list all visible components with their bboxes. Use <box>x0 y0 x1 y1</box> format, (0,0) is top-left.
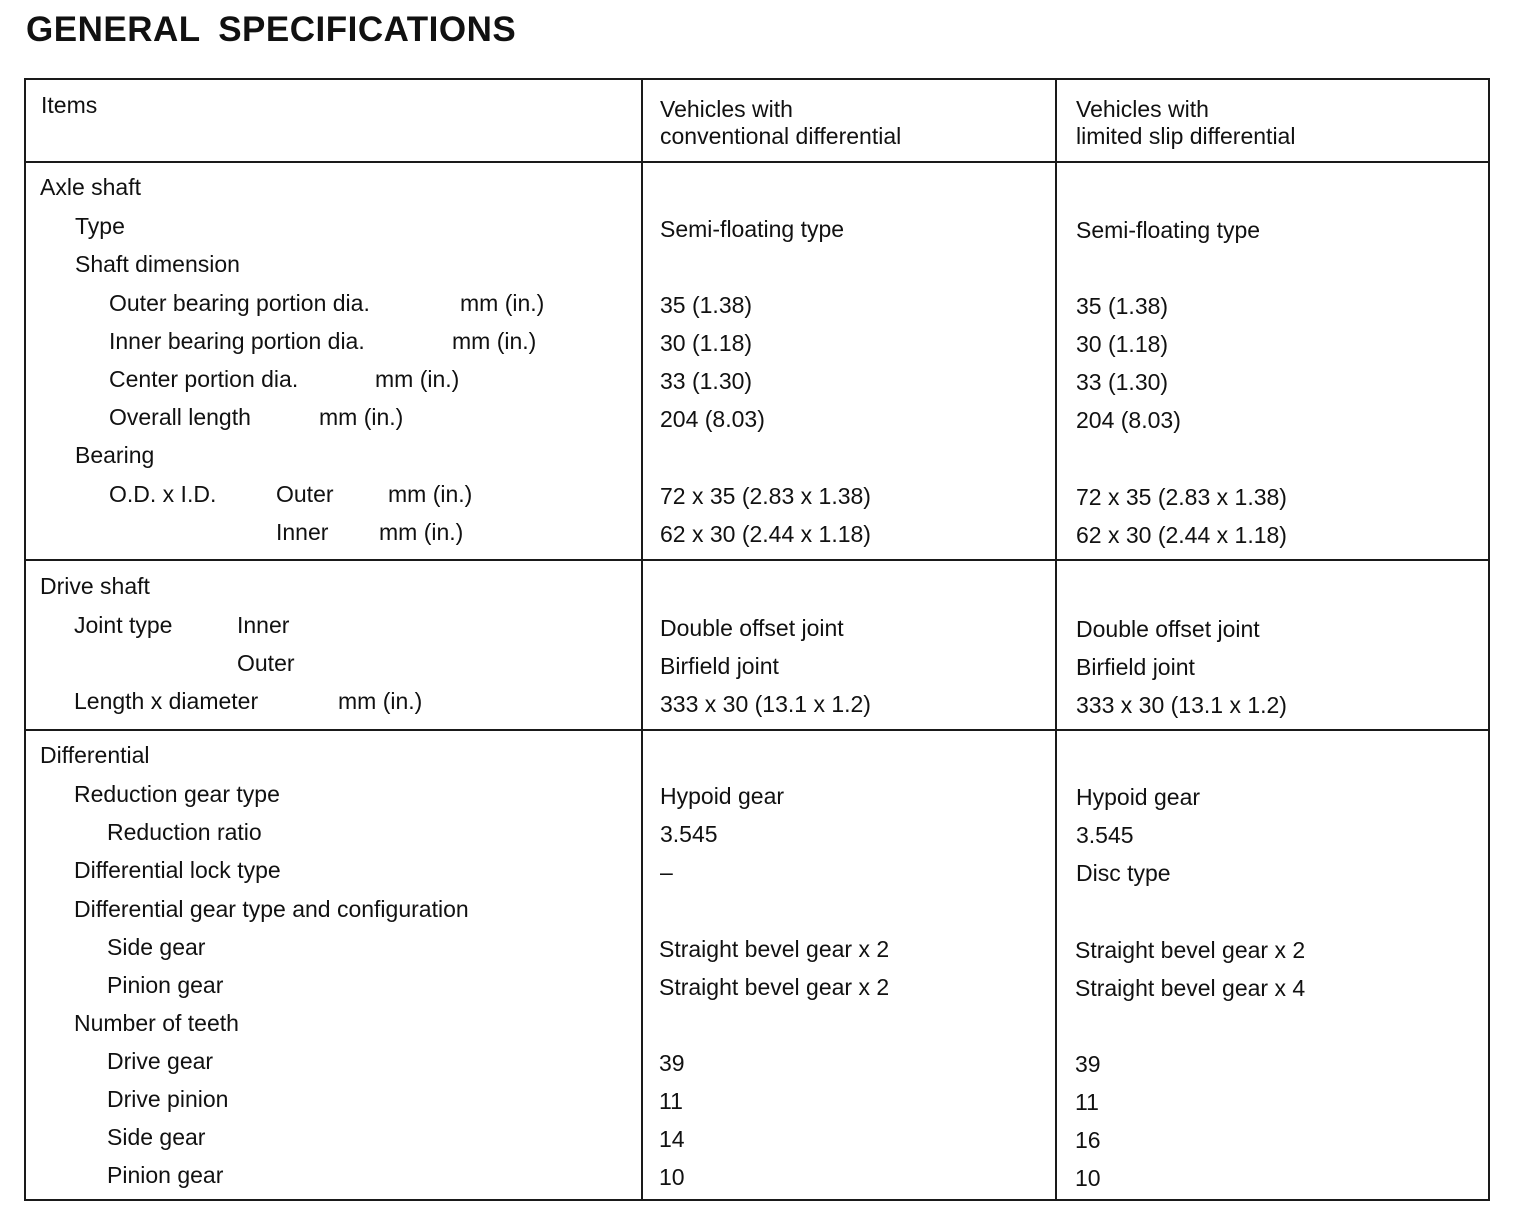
drive-length-unit: mm (in.) <box>338 688 423 714</box>
drive-length-conv: 333 x 30 (13.1 x 1.2) <box>660 691 871 717</box>
axle-inner-label: Inner bearing portion dia. <box>109 328 365 354</box>
drive-length-lsd: 333 x 30 (13.1 x 1.2) <box>1076 692 1287 718</box>
diff-drive-gear-lsd: 39 <box>1075 1051 1101 1077</box>
axle-inner-unit: mm (in.) <box>452 328 537 354</box>
drive-joint-outer: Outer <box>237 650 295 676</box>
diff-teeth-pinion-conv: 10 <box>659 1164 685 1190</box>
drive-joint-inner-lsd: Double offset joint <box>1076 616 1260 642</box>
drive-joint-inner: Inner <box>237 612 290 638</box>
drive-joint-label: Joint type <box>74 612 173 638</box>
header-conventional-line1: Vehicles with <box>660 96 793 122</box>
axle-type-label: Type <box>75 213 125 239</box>
diff-reduction-type-label: Reduction gear type <box>74 781 280 807</box>
diff-teeth-pinion-lsd: 10 <box>1075 1165 1101 1191</box>
column-divider <box>641 80 643 1199</box>
drive-joint-outer-lsd: Birfield joint <box>1076 654 1195 680</box>
diff-reduction-type-conv: Hypoid gear <box>660 783 785 809</box>
axle-odid-outer-conv: 72 x 35 (2.83 x 1.38) <box>660 483 871 509</box>
diff-drive-gear-label: Drive gear <box>107 1048 214 1074</box>
diff-teeth-label: Number of teeth <box>74 1010 239 1036</box>
row-divider <box>26 729 1488 731</box>
axle-inner-lsd: 30 (1.18) <box>1076 331 1169 357</box>
axle-outer-lsd: 35 (1.38) <box>1076 293 1169 319</box>
axle-odid-outer: Outer <box>276 481 334 507</box>
diff-teeth-side-conv: 14 <box>659 1126 685 1152</box>
axle-inner-conv: 30 (1.18) <box>660 330 753 356</box>
diff-teeth-side-label: Side gear <box>107 1124 206 1150</box>
axle-odid-inner-lsd: 62 x 30 (2.44 x 1.18) <box>1076 522 1287 548</box>
diff-lock-conv: – <box>660 859 673 885</box>
diff-drive-gear-conv: 39 <box>659 1050 685 1076</box>
axle-length-conv: 204 (8.03) <box>660 406 765 432</box>
axle-odid-inner-conv: 62 x 30 (2.44 x 1.18) <box>660 521 871 547</box>
diff-teeth-pinion-label: Pinion gear <box>107 1162 224 1188</box>
header-limited-line2: limited slip differential <box>1076 123 1296 149</box>
drive-joint-inner-conv: Double offset joint <box>660 615 844 641</box>
row-divider <box>26 161 1488 163</box>
axle-center-lsd: 33 (1.30) <box>1076 369 1169 395</box>
axle-type-lsd: Semi-floating type <box>1076 217 1261 243</box>
axle-heading: Axle shaft <box>40 174 141 200</box>
diff-side-conv: Straight bevel gear x 2 <box>659 936 890 962</box>
diff-drive-pinion-lsd: 11 <box>1075 1089 1099 1115</box>
axle-outer-label: Outer bearing portion dia. <box>109 290 370 316</box>
diff-pinion-conv: Straight bevel gear x 2 <box>659 974 890 1000</box>
diff-side-lsd: Straight bevel gear x 2 <box>1075 937 1306 963</box>
axle-outer-conv: 35 (1.38) <box>660 292 753 318</box>
axle-odid-label: O.D. x I.D. <box>109 481 217 507</box>
diff-side-label: Side gear <box>107 934 206 960</box>
axle-center-conv: 33 (1.30) <box>660 368 753 394</box>
column-divider <box>1055 80 1057 1199</box>
axle-odid-inner: Inner <box>276 519 329 545</box>
drive-heading: Drive shaft <box>40 573 150 599</box>
diff-lock-label: Differential lock type <box>74 857 281 883</box>
axle-bearing-label: Bearing <box>75 442 155 468</box>
diff-drive-pinion-label: Drive pinion <box>107 1086 229 1112</box>
axle-type-conv: Semi-floating type <box>660 216 845 242</box>
axle-dim-label: Shaft dimension <box>75 251 240 277</box>
axle-center-unit: mm (in.) <box>375 366 460 392</box>
diff-lock-lsd: Disc type <box>1076 860 1171 886</box>
diff-ratio-label: Reduction ratio <box>107 819 262 845</box>
spec-table <box>24 78 1490 1201</box>
diff-reduction-type-lsd: Hypoid gear <box>1076 784 1201 810</box>
header-conventional-line2: conventional differential <box>660 123 902 149</box>
axle-odid-inner-unit: mm (in.) <box>379 519 464 545</box>
header-items: Items <box>41 92 98 118</box>
diff-pinion-lsd: Straight bevel gear x 4 <box>1075 975 1306 1001</box>
row-divider <box>26 559 1488 561</box>
drive-length-label: Length x diameter <box>74 688 259 714</box>
axle-length-label: Overall length <box>109 404 251 430</box>
diff-pinion-label: Pinion gear <box>107 972 224 998</box>
page-title: GENERAL SPECIFICATIONS <box>26 10 517 49</box>
drive-joint-outer-conv: Birfield joint <box>660 653 779 679</box>
diff-drive-pinion-conv: 11 <box>659 1088 683 1114</box>
axle-outer-unit: mm (in.) <box>460 290 545 316</box>
diff-config-label: Differential gear type and configuration <box>74 896 469 922</box>
diff-heading: Differential <box>40 742 150 768</box>
diff-ratio-conv: 3.545 <box>660 821 718 847</box>
axle-length-unit: mm (in.) <box>319 404 404 430</box>
axle-length-lsd: 204 (8.03) <box>1076 407 1181 433</box>
header-limited-line1: Vehicles with <box>1076 96 1209 122</box>
axle-center-label: Center portion dia. <box>109 366 299 392</box>
axle-odid-outer-lsd: 72 x 35 (2.83 x 1.38) <box>1076 484 1287 510</box>
diff-teeth-side-lsd: 16 <box>1075 1127 1101 1153</box>
axle-odid-outer-unit: mm (in.) <box>388 481 473 507</box>
diff-ratio-lsd: 3.545 <box>1076 822 1134 848</box>
